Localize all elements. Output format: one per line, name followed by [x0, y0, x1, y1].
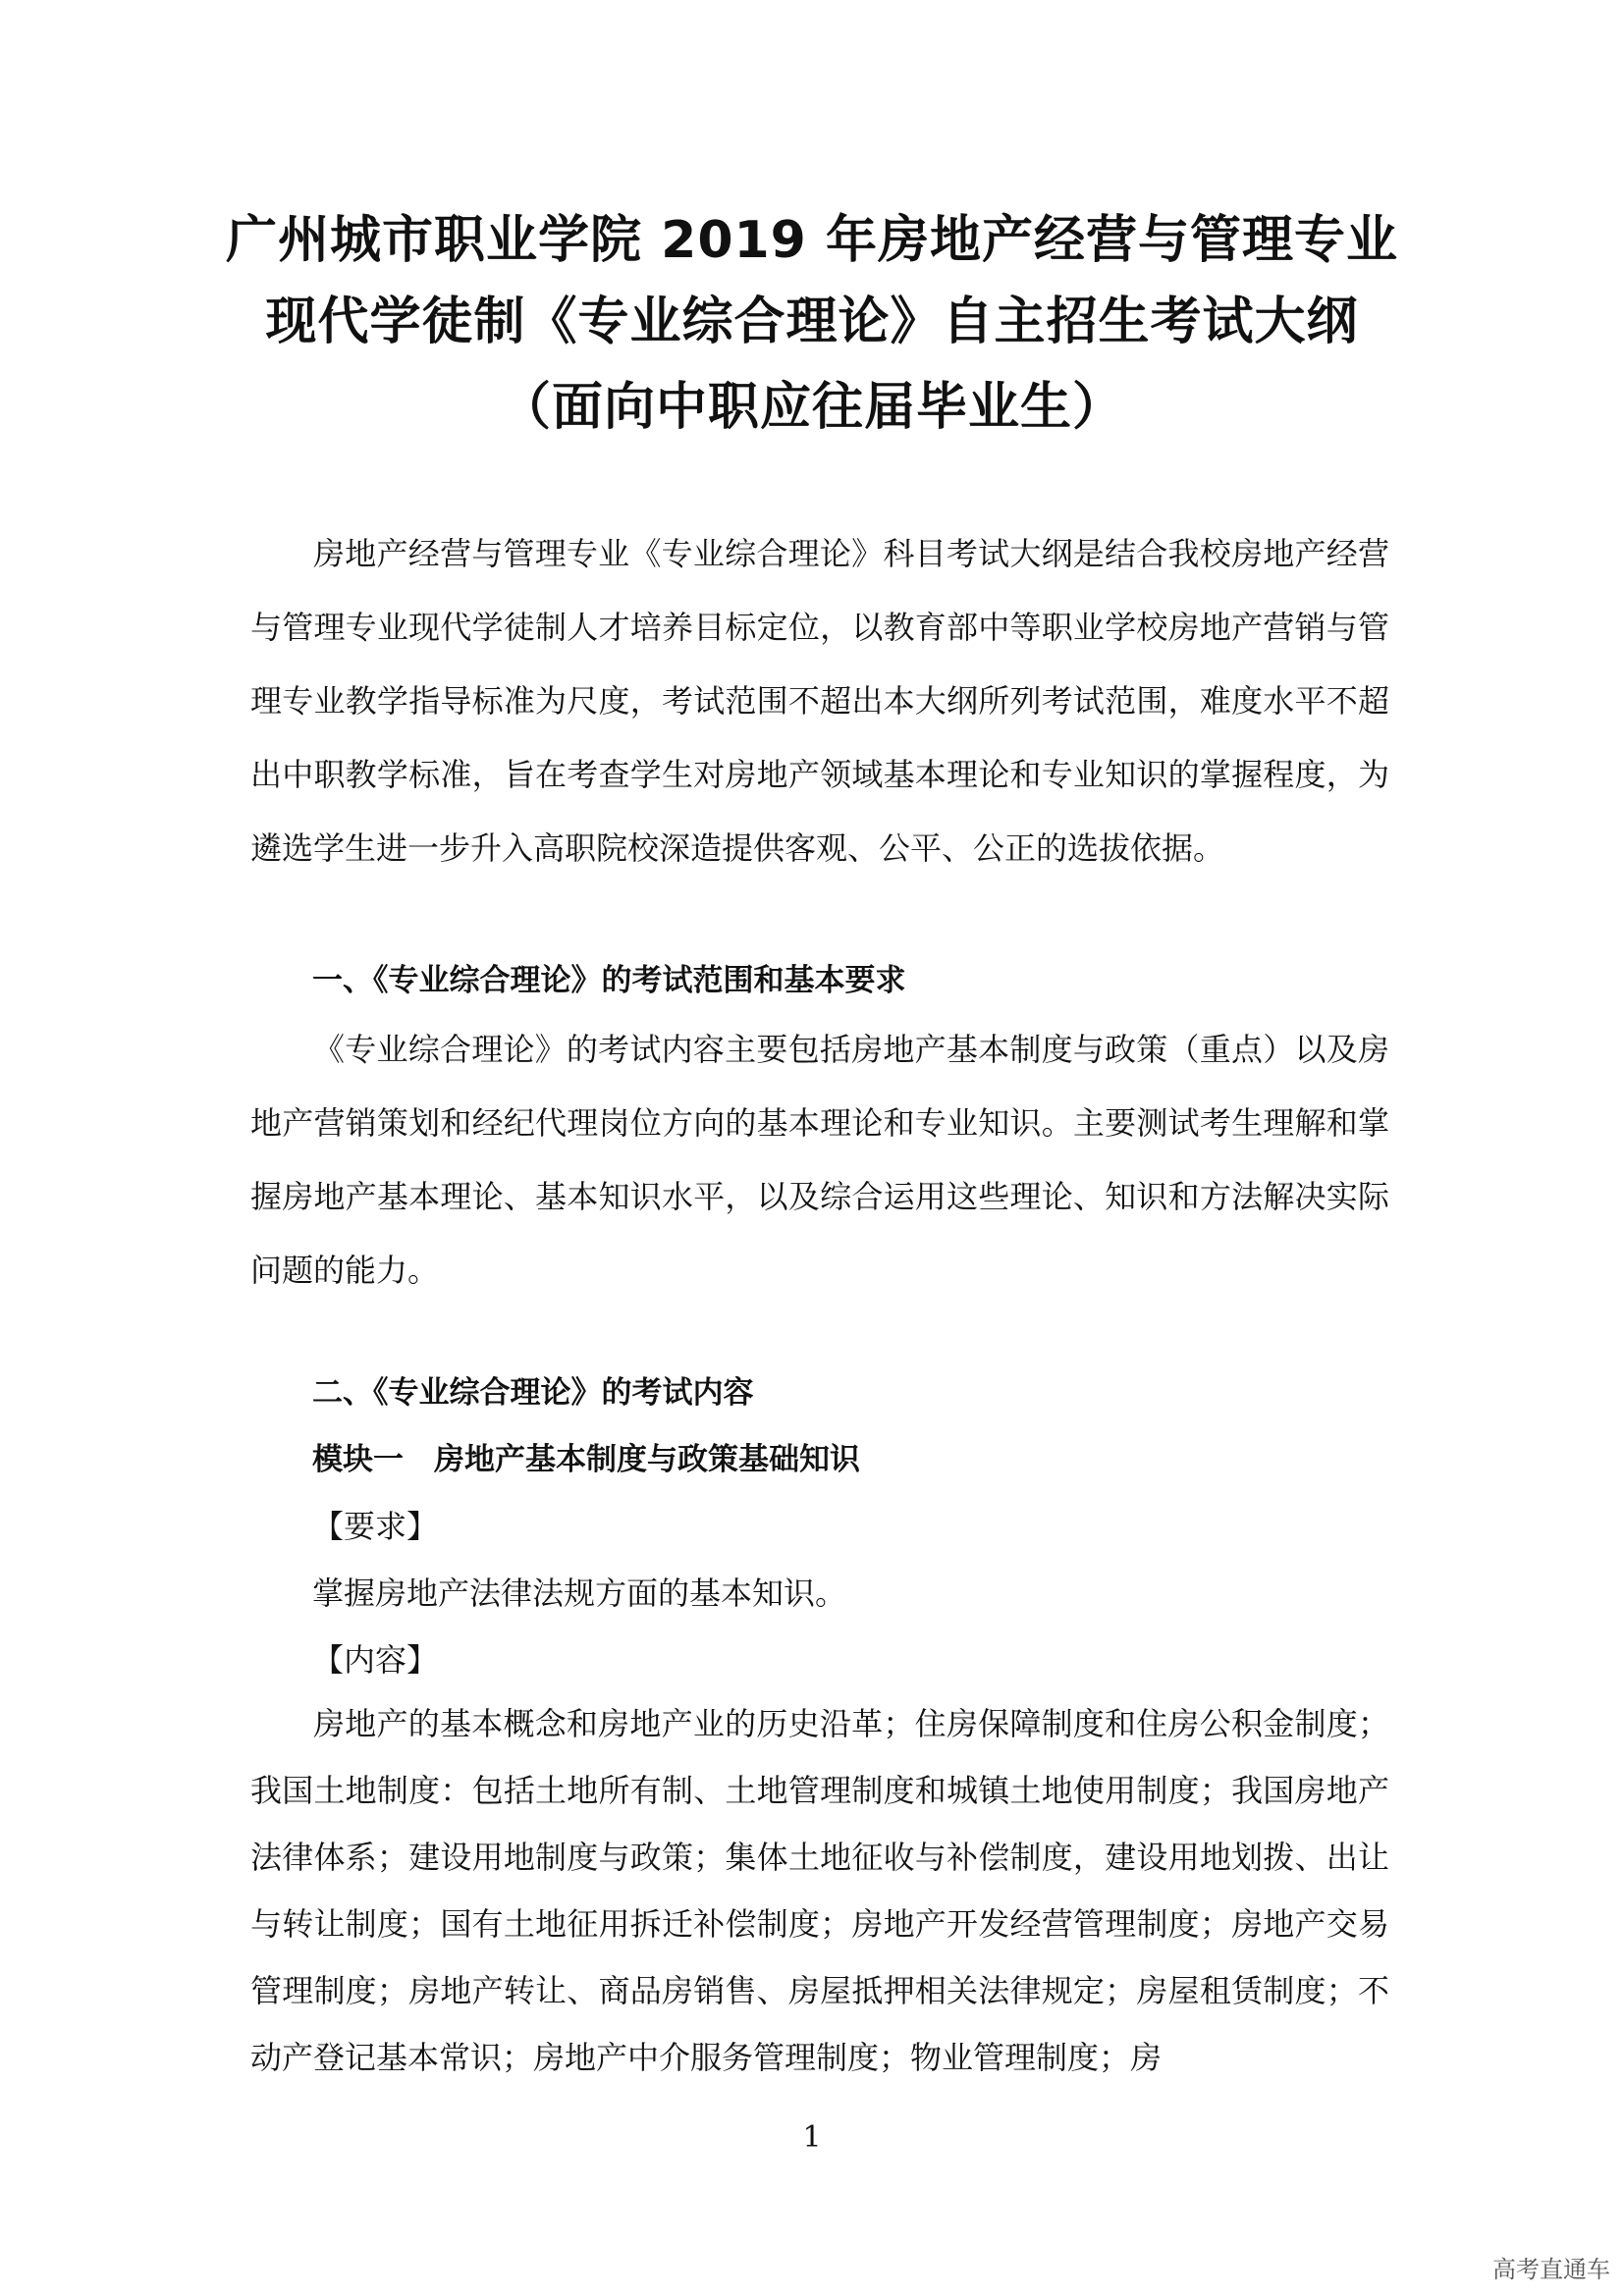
requirement-label: 【要求】 — [312, 1508, 439, 1545]
title-line-1: 广州城市职业学院 2019 年房地产经营与管理专业 — [226, 211, 1398, 270]
title-line-3: （面向中职应往届毕业生） — [499, 378, 1124, 437]
section-1-body: 《专业综合理论》的考试内容主要包括房地产基本制度与政策（重点）以及房地产营销策划和经纪代理岗位方向的基本理论和专业知识。主要测试考生理解和掌握房地产基本理论、基本知识水平，以及综合运用这些理论、知识和方法解决实际问题的能力。 — [250, 1031, 1389, 1289]
content-text: 房地产的基本概念和房地产业的历史沿革；住房保障制度和住房公积金制度；我国土地制度：包括土地所有制、土地管理制度和城镇土地使用制度；我国房地产法律体系；建设用地制度与政策；集体土地征收与补偿制度，建设用地划拨、出让与转让制度；国有土地征用拆迁补偿制度；房地产开发经营管理制度；房地产交易管理制度；房地产转让、商品房销售、房屋抵押相关法律规定；房屋租赁制度；不动产登记基本常识；房地产中介服务管理制度；物业管理制度；房 — [250, 1705, 1389, 2076]
title-line-2: 现代学徒制《专业综合理论》自主招生考试大纲 — [265, 293, 1359, 351]
page-number: 1 — [802, 2120, 822, 2155]
requirement-text: 掌握房地产法律法规方面的基本知识。 — [312, 1575, 847, 1612]
section-2-heading: 二、《专业综合理论》的考试内容 — [312, 1375, 754, 1411]
section-1-heading: 一、《专业综合理论》的考试范围和基本要求 — [312, 963, 906, 998]
content-label: 【内容】 — [312, 1641, 439, 1679]
module-1-heading: 模块一 房地产基本制度与政策基础知识 — [312, 1442, 860, 1477]
watermark: 高考直通车 — [1492, 2256, 1610, 2283]
intro-paragraph: 房地产经营与管理专业《专业综合理论》科目考试大纲是结合我校房地产经营与管理专业现代学徒制人才培养目标定位，以教育部中等职业学校房地产营销与管理专业教学指导标准为尺度，考试范围不超出本大纲所列考试范围，难度水平不超出中职教学标准，旨在考查学生对房地产领域基本理论和专业知识的掌握程度，为遴选学生进一步升入高职院校深造提供客观、公平、公正的选拔依据。 — [250, 535, 1389, 867]
